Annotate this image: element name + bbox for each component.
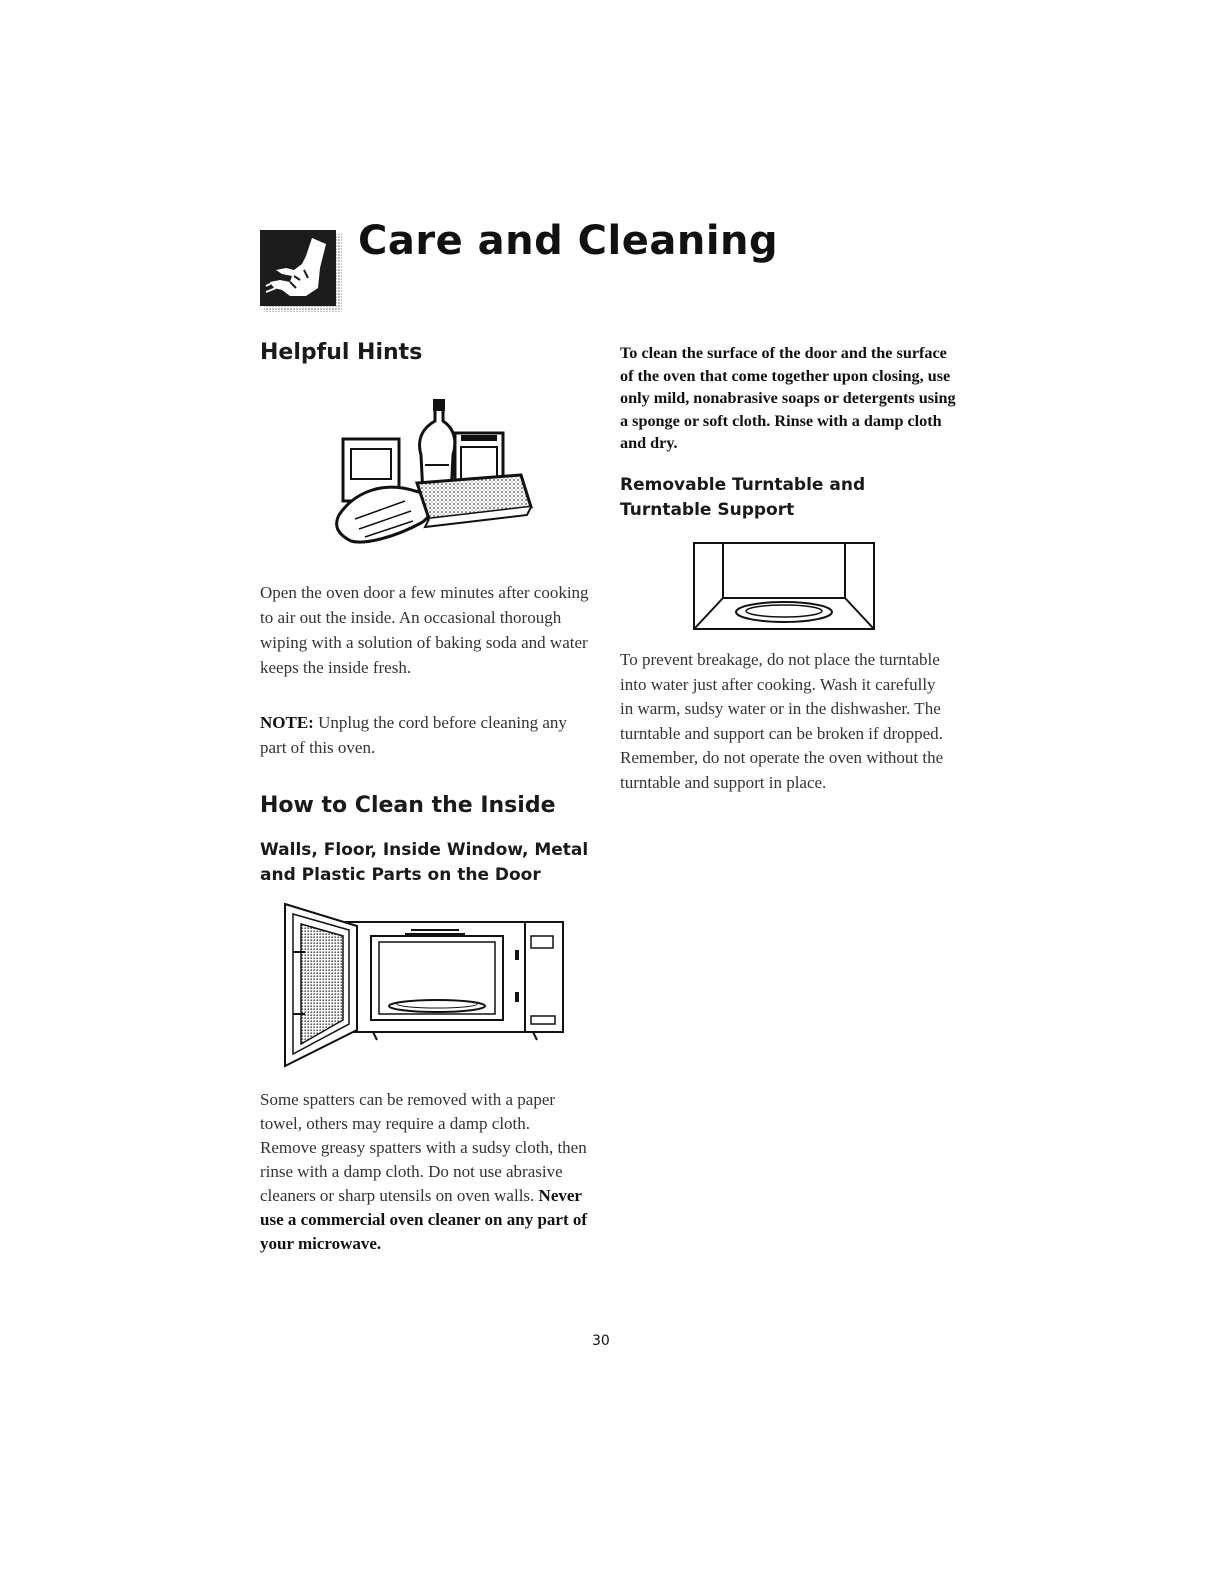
- turntable-heading: Removable Turntable and Turntable Support: [620, 475, 866, 520]
- helpful-hints-heading: Helpful Hints: [260, 340, 423, 365]
- hand-wiping-icon: [260, 230, 342, 312]
- open-microwave-illustration: [283, 900, 573, 1070]
- clean-instructions-text: Some spatters can be removed with a paper towel, others may require a damp cloth. Remove greasy spatters with a sudsy cloth, then rinse with a damp cloth. Do not use abrasive cleaners or sharp utensils on oven walls.: [260, 1090, 587, 1205]
- cleaning-supplies-illustration: [325, 395, 545, 550]
- oven-cleaner-warning: Never use a commercial oven cleaner on any part of your microwave.: [260, 1186, 588, 1253]
- unplug-note: [260, 710, 590, 760]
- note-text: Unplug the cord before cleaning any part of this oven.: [260, 713, 567, 757]
- note-label: NOTE:: [260, 713, 314, 732]
- page-title: Care and Cleaning: [358, 218, 779, 264]
- turntable-body: To prevent breakage, do not place the turntable into water just after cooking. Wash it carefully in warm, sudsy water or in the dishwasher. The turntable and support can be broken if dropped. Remember, do not operate the oven without the turntable and support in place.: [620, 650, 944, 792]
- page-number: 30: [592, 1333, 610, 1349]
- inside-parts-subheading: Walls, Floor, Inside Window, Metal and Plastic Parts on the Door: [260, 840, 589, 885]
- door-cleaning-instructions: To clean the surface of the door and the surface of the oven that come together upon closing, use only mild, nonabrasive soaps or detergents using a sponge or soft cloth. Rinse with a damp cloth and dry.: [620, 344, 956, 452]
- turntable-illustration: [693, 542, 875, 630]
- how-to-clean-heading: How to Clean the Inside: [260, 793, 556, 818]
- how-to-clean-body: [260, 1088, 590, 1256]
- helpful-hints-body: Open the oven door a few minutes after cooking to air out the inside. An occasional thorough wiping with a solution of baking soda and water keeps the inside fresh.: [260, 583, 589, 677]
